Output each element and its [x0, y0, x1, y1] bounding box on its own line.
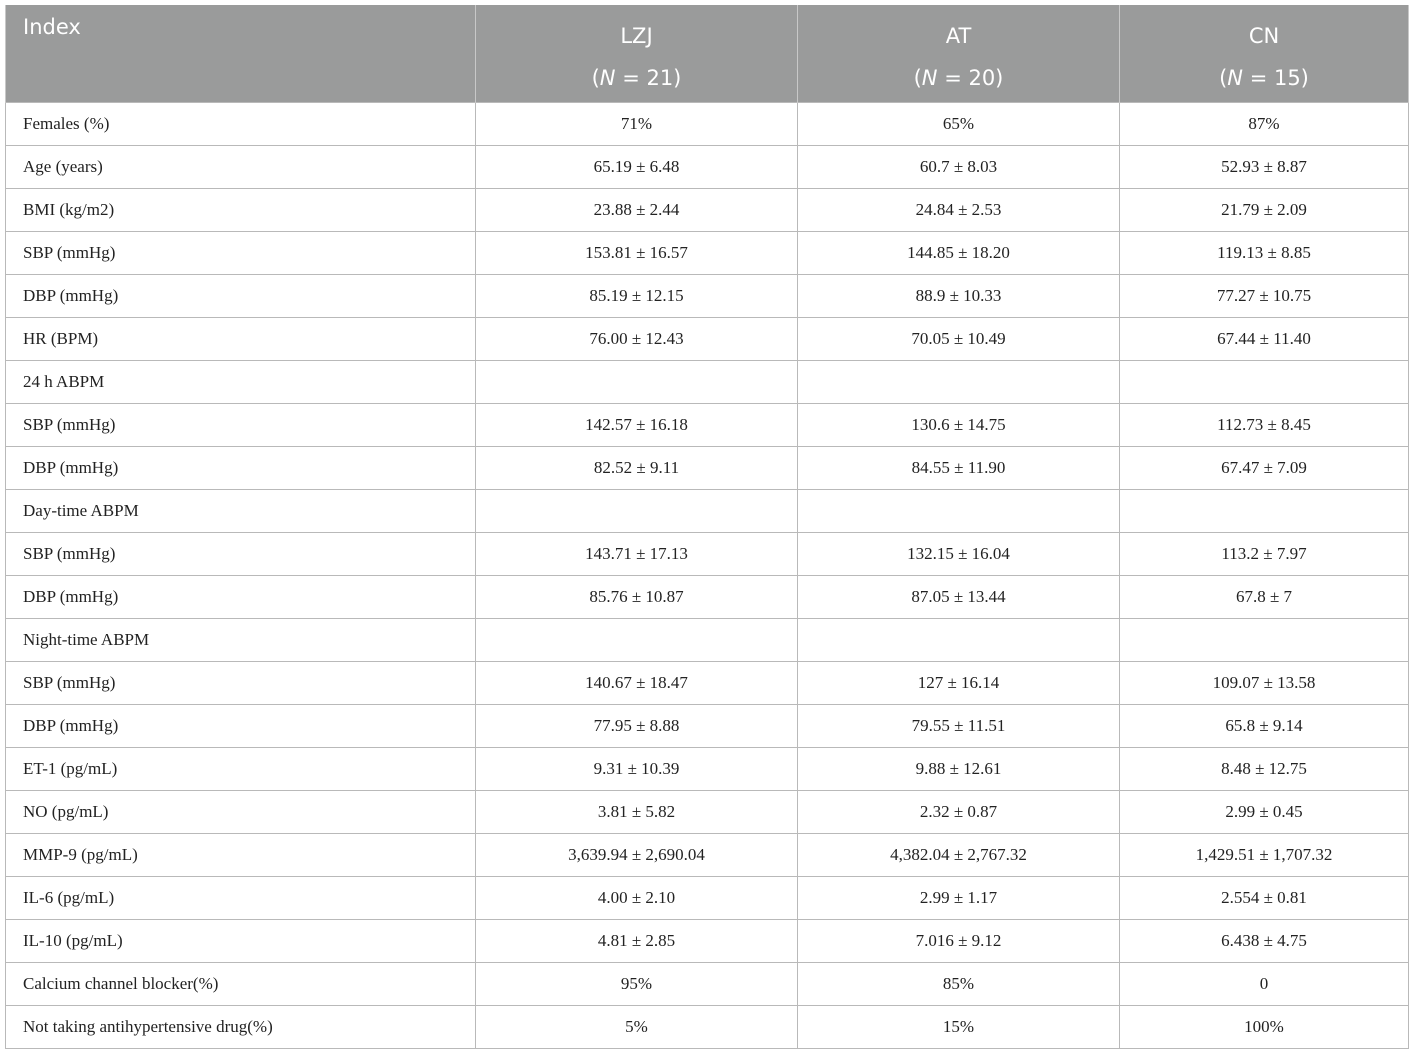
- row-label: 24 h ABPM: [6, 361, 476, 404]
- cell-cn: 21.79 ± 2.09: [1120, 189, 1409, 232]
- cell-lzj: 4.00 ± 2.10: [476, 877, 798, 920]
- table-row: [6, 1006, 1409, 1049]
- table-row: [6, 877, 1409, 920]
- cell-cn: 77.27 ± 10.75: [1120, 275, 1409, 318]
- cell-lzj: [476, 619, 798, 662]
- row-label: Night-time ABPM: [6, 619, 476, 662]
- table-row: [6, 189, 1409, 232]
- table-row: [6, 103, 1409, 146]
- cell-at: 87.05 ± 13.44: [798, 576, 1120, 619]
- table-row: [6, 447, 1409, 490]
- table-row: [6, 920, 1409, 963]
- cell-lzj: 85.76 ± 10.87: [476, 576, 798, 619]
- cell-at: 2.32 ± 0.87: [798, 791, 1120, 834]
- row-label: DBP (mmHg): [6, 275, 476, 318]
- cell-at: 2.99 ± 1.17: [798, 877, 1120, 920]
- cell-at: 130.6 ± 14.75: [798, 404, 1120, 447]
- header-index: Index: [6, 5, 476, 103]
- cell-lzj: 9.31 ± 10.39: [476, 748, 798, 791]
- row-label: HR (BPM): [6, 318, 476, 361]
- cell-cn: 1,429.51 ± 1,707.32: [1120, 834, 1409, 877]
- cell-lzj: 23.88 ± 2.44: [476, 189, 798, 232]
- cell-lzj: 153.81 ± 16.57: [476, 232, 798, 275]
- cell-cn: 100%: [1120, 1006, 1409, 1049]
- cell-cn: 2.99 ± 0.45: [1120, 791, 1409, 834]
- table-row: [6, 361, 1409, 404]
- cell-lzj: 82.52 ± 9.11: [476, 447, 798, 490]
- cell-cn: 8.48 ± 12.75: [1120, 748, 1409, 791]
- cell-at: [798, 490, 1120, 533]
- row-label: ET-1 (pg/mL): [6, 748, 476, 791]
- table-row: [6, 576, 1409, 619]
- cell-cn: [1120, 361, 1409, 404]
- row-label: DBP (mmHg): [6, 705, 476, 748]
- group-sample-size: (N = 15): [1219, 66, 1309, 90]
- cell-lzj: 85.19 ± 12.15: [476, 275, 798, 318]
- row-label: SBP (mmHg): [6, 404, 476, 447]
- cell-cn: 67.47 ± 7.09: [1120, 447, 1409, 490]
- cell-cn: 67.8 ± 7: [1120, 576, 1409, 619]
- table-row: [6, 404, 1409, 447]
- row-label: SBP (mmHg): [6, 533, 476, 576]
- cell-at: [798, 619, 1120, 662]
- table-row: [6, 748, 1409, 791]
- cell-cn: 119.13 ± 8.85: [1120, 232, 1409, 275]
- cell-lzj: 71%: [476, 103, 798, 146]
- cell-at: 7.016 ± 9.12: [798, 920, 1120, 963]
- cell-at: 60.7 ± 8.03: [798, 146, 1120, 189]
- header-group-cn: [1120, 5, 1409, 103]
- cell-at: 15%: [798, 1006, 1120, 1049]
- table-header: [6, 5, 1409, 103]
- table-row: [6, 318, 1409, 361]
- cell-cn: 52.93 ± 8.87: [1120, 146, 1409, 189]
- row-label: IL-6 (pg/mL): [6, 877, 476, 920]
- cell-lzj: [476, 490, 798, 533]
- group-sample-size: (N = 21): [591, 66, 682, 90]
- header-group-lzj: [476, 5, 798, 103]
- cell-at: 4,382.04 ± 2,767.32: [798, 834, 1120, 877]
- cell-at: 88.9 ± 10.33: [798, 275, 1120, 318]
- row-label: Calcium channel blocker(%): [6, 963, 476, 1006]
- group-name: CN: [1248, 24, 1280, 48]
- cell-lzj: 5%: [476, 1006, 798, 1049]
- cell-lzj: 65.19 ± 6.48: [476, 146, 798, 189]
- cell-cn: 87%: [1120, 103, 1409, 146]
- cell-at: 132.15 ± 16.04: [798, 533, 1120, 576]
- cell-at: 65%: [798, 103, 1120, 146]
- header-group-at: [798, 5, 1120, 103]
- table-row: [6, 619, 1409, 662]
- cell-at: 85%: [798, 963, 1120, 1006]
- cell-lzj: 140.67 ± 18.47: [476, 662, 798, 705]
- row-label: SBP (mmHg): [6, 662, 476, 705]
- table-row: [6, 490, 1409, 533]
- cell-lzj: 77.95 ± 8.88: [476, 705, 798, 748]
- cell-cn: 67.44 ± 11.40: [1120, 318, 1409, 361]
- cell-lzj: 143.71 ± 17.13: [476, 533, 798, 576]
- cell-cn: 113.2 ± 7.97: [1120, 533, 1409, 576]
- cell-at: 84.55 ± 11.90: [798, 447, 1120, 490]
- cell-lzj: 142.57 ± 16.18: [476, 404, 798, 447]
- cell-at: [798, 361, 1120, 404]
- cell-lzj: 95%: [476, 963, 798, 1006]
- table-row: [6, 705, 1409, 748]
- cell-lzj: 4.81 ± 2.85: [476, 920, 798, 963]
- cell-lzj: 3.81 ± 5.82: [476, 791, 798, 834]
- table-row: [6, 963, 1409, 1006]
- row-label: DBP (mmHg): [6, 576, 476, 619]
- cell-cn: 65.8 ± 9.14: [1120, 705, 1409, 748]
- cell-cn: [1120, 619, 1409, 662]
- cell-at: 144.85 ± 18.20: [798, 232, 1120, 275]
- table-body: [6, 103, 1409, 1049]
- table-row: [6, 834, 1409, 877]
- cell-at: 79.55 ± 11.51: [798, 705, 1120, 748]
- table-row: [6, 232, 1409, 275]
- cell-cn: 0: [1120, 963, 1409, 1006]
- table-row: [6, 791, 1409, 834]
- table-row: [6, 146, 1409, 189]
- row-label: NO (pg/mL): [6, 791, 476, 834]
- cell-at: 127 ± 16.14: [798, 662, 1120, 705]
- cell-cn: 2.554 ± 0.81: [1120, 877, 1409, 920]
- group-name: LZJ: [620, 24, 653, 48]
- cell-lzj: [476, 361, 798, 404]
- row-label: BMI (kg/m2): [6, 189, 476, 232]
- cell-cn: 109.07 ± 13.58: [1120, 662, 1409, 705]
- cell-at: 24.84 ± 2.53: [798, 189, 1120, 232]
- row-label: MMP-9 (pg/mL): [6, 834, 476, 877]
- cell-lzj: 76.00 ± 12.43: [476, 318, 798, 361]
- row-label: SBP (mmHg): [6, 232, 476, 275]
- cell-lzj: 3,639.94 ± 2,690.04: [476, 834, 798, 877]
- cell-cn: 112.73 ± 8.45: [1120, 404, 1409, 447]
- row-label: Females (%): [6, 103, 476, 146]
- cell-cn: [1120, 490, 1409, 533]
- row-label: Age (years): [6, 146, 476, 189]
- table-row: [6, 662, 1409, 705]
- group-sample-size: (N = 20): [913, 66, 1004, 90]
- cell-at: 9.88 ± 12.61: [798, 748, 1120, 791]
- cell-at: 70.05 ± 10.49: [798, 318, 1120, 361]
- table-row: [6, 533, 1409, 576]
- row-label: DBP (mmHg): [6, 447, 476, 490]
- row-label: Day-time ABPM: [6, 490, 476, 533]
- row-label: Not taking antihypertensive drug(%): [6, 1006, 476, 1049]
- group-name: AT: [945, 24, 972, 48]
- data-table: [5, 5, 1409, 1049]
- table-row: [6, 275, 1409, 318]
- row-label: IL-10 (pg/mL): [6, 920, 476, 963]
- cell-cn: 6.438 ± 4.75: [1120, 920, 1409, 963]
- header-row: [6, 5, 1409, 103]
